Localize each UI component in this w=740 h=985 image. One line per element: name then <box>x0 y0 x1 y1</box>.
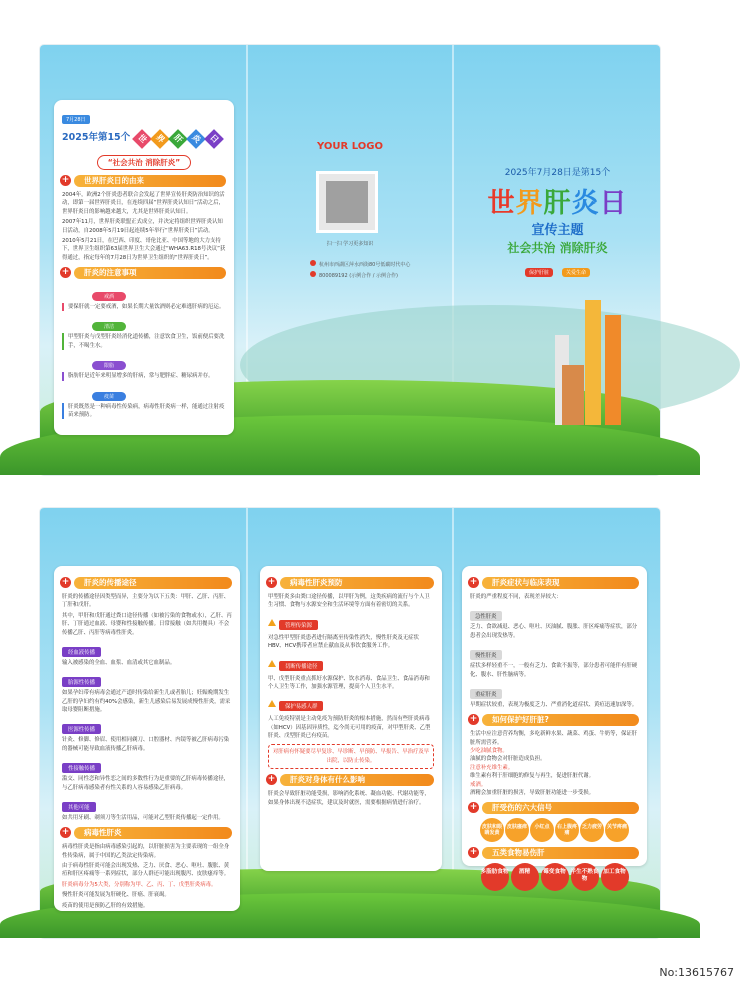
paragraph: 肝炎的严重程度不同，表现差异较大： <box>470 594 562 600</box>
plus-icon: + <box>267 774 276 785</box>
route-text: 滥交、同性恋和异性恋之间的多数性行为是重要的乙肝病毒传播途径，与乙肝病毒感染者有性关系的人容易感染乙肝病毒。 <box>62 776 230 791</box>
signal: 小红点 <box>530 818 554 842</box>
route-name: 性接触传播 <box>62 763 101 773</box>
title-char: 炎 <box>186 129 206 149</box>
plus-icon: + <box>267 577 276 587</box>
paragraph: 疫苗的使用是预防乙肝的有效措施。 <box>62 902 149 909</box>
tip: 少吃油腻食物。 <box>470 748 508 754</box>
paragraph: 肝炎病毒分为5大类，分别称为甲、乙、丙、丁、戊型肝炎病毒。 <box>62 881 217 888</box>
section-title: 世界肝炎日的由来 <box>74 175 226 187</box>
route-name: 医源性传播 <box>62 724 101 734</box>
section-header <box>468 713 639 726</box>
tip: 酒精会加重肝脏的损害，导致肝脏功能进一步受损。 <box>470 789 594 796</box>
signal: 皮肤瘙痒 <box>505 818 529 842</box>
date-line: 2025年7月28日是第15个 <box>504 168 611 178</box>
signal: 右上腹疼痛 <box>555 818 579 842</box>
plus-icon: + <box>469 714 478 725</box>
title-char: 肝 <box>543 188 572 219</box>
paragraph: 病毒性肝炎是指由病毒感染引起的，以肝脏损害为主要表现的一组全身性传染病，属于中国的乙类法定传染病。 <box>62 844 230 859</box>
brochure-back <box>40 508 660 938</box>
plus-icon: + <box>61 175 70 185</box>
symptom-list <box>470 603 639 709</box>
plus-icon: + <box>61 827 70 838</box>
title-char: 日 <box>204 129 224 149</box>
food: 酒精 <box>511 863 539 891</box>
section-title: 肝炎对身体有什么影响 <box>280 774 434 786</box>
building <box>605 315 621 425</box>
title-char: 肝 <box>168 129 188 149</box>
symptom-type: 急性肝炎 <box>470 611 502 621</box>
food: 霉变食物 <box>541 863 569 891</box>
panel-prevention-card <box>260 566 442 871</box>
date-tag: 7月28日 <box>62 115 90 124</box>
tip: 生活中应注意营养均衡，多吃新鲜水果、蔬菜、鸡蛋、牛奶等，保证肝脏所需营养。 <box>470 731 638 746</box>
section-header <box>60 576 232 589</box>
notice-tag: 疫苗 <box>92 392 126 401</box>
qr-caption: 扫一扫 学习更多知识 <box>326 241 374 247</box>
prevention-name: 保护易感人群 <box>279 701 323 711</box>
notice-text: 要保肝就一定要戒酒，如果长期大量饮酒则必定难逃肝病的厄运。 <box>62 303 226 311</box>
route-text: 输入被感染的全血、血浆、血清或其它血制品。 <box>62 659 176 666</box>
notice-list <box>62 283 226 419</box>
paragraph: 2007年11月，世界肝炎联盟正式成立，并决定将组织世界肝炎认知日活动，自2008年5月19日起连续5年举行“世界肝炎日”活动。 <box>62 219 223 234</box>
route-text: 如共用牙刷、剃须刀等生活用品，可能对乙型肝炎传播起一定作用。 <box>62 814 224 821</box>
signal-list <box>470 818 639 842</box>
title-char: 界 <box>150 129 170 149</box>
panel-info-card <box>54 100 234 435</box>
food: 加工食物 <box>601 863 629 891</box>
symptom-text: 乏力、食欲减退、恶心、呕吐、厌油腻、腹胀、肝区疼痛等症状，部分患者会出现发热等。 <box>470 624 638 639</box>
tip: 油腻的食物会对肝脏造成负担。 <box>470 756 546 763</box>
watermark: No:13615767 <box>659 966 734 979</box>
panel-symptoms-card <box>462 566 647 882</box>
signal: 乏力疲劳 <box>580 818 604 842</box>
building <box>585 300 601 425</box>
brochure-front <box>40 45 660 475</box>
notice-tag: 清洁 <box>92 322 126 331</box>
badge: 关爱生命 <box>562 268 590 277</box>
prevention-name: 管理传染源 <box>279 620 318 630</box>
theme-label: 宣传主题 <box>531 223 584 238</box>
paragraph: 肝炎会导致肝脏功能受损，影响消化系统、凝血功能、代谢功能等，如果身体出现不适症状，建议及时就医，需要根据病情进行治疗。 <box>268 791 430 806</box>
warning-icon <box>268 700 276 707</box>
slogan: “社会共治 消除肝炎” <box>97 155 191 170</box>
paragraph: 2010年5月21日，在巴西、印度、哥伦比亚、中国等地的大力支持下，世界卫生组织第63届世界卫生大会通过“WHA63.R18号决议”获得通过，指定每年的7月28日为世界卫生组织的“世界肝炎日”。 <box>62 237 226 261</box>
notice-tag: 限脂 <box>92 361 126 370</box>
notice-item <box>62 313 226 350</box>
building <box>562 365 584 425</box>
plus-icon: + <box>469 577 478 587</box>
route-name: 经血液传播 <box>62 647 101 657</box>
badge: 保护肝脏 <box>525 268 553 277</box>
tip: 注意补充维生素。 <box>470 764 514 771</box>
year-title: 2025年第15个 <box>62 132 131 143</box>
section-header <box>60 826 232 839</box>
title-char: 日 <box>599 188 628 219</box>
section-header <box>266 773 434 786</box>
prevention-text: 人工免疫特别是主动免疫为预防肝炎的根本措施，然而有些肝炎病毒（如HCV）因基因异质性，迄今尚无可用的疫苗，对甲型肝炎、乙型肝炎、戊型肝炎已有疫苗。 <box>268 716 431 739</box>
route-name: 其他可能 <box>62 802 96 812</box>
symptom-type: 重症肝炎 <box>470 689 502 699</box>
section-title: 肝炎症状与临床表现 <box>482 577 639 589</box>
route-text: 针灸、修脚、修眉、使用相同剃刀、口腔器材、内镜等被乙肝病毒污染的器械可能导致血液传播乙肝病毒。 <box>62 737 230 752</box>
prevention-name: 切断传播途径 <box>279 661 323 671</box>
prevention-head <box>268 612 434 632</box>
route-name: 胎源性传播 <box>62 677 101 687</box>
notice-item <box>62 352 226 380</box>
signal: 关节疼痛 <box>605 818 629 842</box>
plus-icon: + <box>469 847 478 858</box>
section-header <box>468 576 639 589</box>
symptom-type: 慢性肝炎 <box>470 650 502 660</box>
section-header <box>468 846 639 859</box>
tip: 维生素有利于肝细胞的修复与再生，促进肝脏代谢。 <box>470 773 594 780</box>
section-title: 病毒性肝炎 <box>74 827 232 839</box>
section-title: 肝受伤的六大信号 <box>482 802 639 814</box>
tip-list <box>470 730 639 797</box>
paragraph: 甲型肝炎多由粪口途径传播，以甲肝为例，这类疾病的流行与个人卫生习惯、食物与水源安全和生活环境等方面有着密切的关系。 <box>268 594 430 609</box>
notice-tag: 戒酒 <box>92 292 126 301</box>
tip: 戒酒。 <box>470 781 487 788</box>
section-header <box>60 174 226 187</box>
notice-item <box>62 283 226 311</box>
notice: 对肝病有怀疑要尽早复诊、早诊断、早预防、早报告、早治疗及早出院，以防止传染。 <box>272 749 430 764</box>
title-char: 世 <box>132 129 152 149</box>
paragraph: 肝炎的传播途径因类型而异，主要分为以下五类：甲肝、乙肝、丙肝、丁肝和戊肝。 <box>62 594 230 609</box>
prevention-head <box>268 693 434 713</box>
warning-icon <box>268 660 276 667</box>
section-title: 病毒性肝炎预防 <box>280 577 434 589</box>
section-header <box>266 576 434 589</box>
title-char: 界 <box>515 188 544 219</box>
notice-text: 肝炎既然是一种病毒性传染病，病毒性肝炎病一样，能通过注射疫苗来预防。 <box>62 403 226 420</box>
symptom-text: 早期症状较重，表现为极度乏力、严重消化道症状、黄疸迅速加深等。 <box>470 701 638 708</box>
phone-icon <box>310 271 316 277</box>
route-text: 如果孕妇带有病毒会通过产道时传染给新生儿或者胎儿；妊娠晚期发生乙肝的孕妇约有约40%会感染，新生儿感染后易发展成慢性肝炎，需采取母婴阻断措施。 <box>62 690 231 713</box>
prevention-head <box>268 653 434 673</box>
paragraph: 2004年，欧洲2个肝炎患者联合会发起了世界宣传肝炎防治知识的活动，即第一届世界肝炎日，在连续四届“世界肝炎认知日”活动之后，世界肝炎日的影响越来越大，尤其是世界肝炎认知日。 <box>62 192 225 215</box>
plus-icon: + <box>469 802 478 813</box>
panel-transmission-card <box>54 566 240 911</box>
route-list <box>62 639 232 822</box>
section-header <box>60 266 226 279</box>
prevention-list <box>268 612 434 741</box>
food: 半生不熟食物 <box>571 863 599 891</box>
plus-icon: + <box>61 267 70 277</box>
section-title: 如何保护好肝脏? <box>482 714 639 726</box>
notice-text: 甲型肝炎与戊型肝炎经消化道传播，注意饮食卫生，饭前便后要洗手，不喝生水。 <box>62 333 226 350</box>
title-char: 炎 <box>571 188 600 219</box>
section-header <box>468 801 639 814</box>
theme-slogan: 社会共治 消除肝炎 <box>507 241 608 255</box>
paragraph: 其中，甲肝和戊肝通过粪口途径传播（如被污染的食物或水），乙肝、丙肝、丁肝通过血液、母婴和性接触传播。日常接触（如共用餐具）不会传播乙肝、丙肝等病毒性肝炎。 <box>62 612 232 636</box>
address: 杭州市西湖区萍水西街80号低碳时代中心 <box>319 262 411 268</box>
qr-code <box>316 171 378 233</box>
location-icon <box>310 260 316 266</box>
section-title: 五类食物易伤肝 <box>482 847 639 859</box>
warning-icon <box>268 619 276 626</box>
main-title <box>465 181 650 220</box>
paragraph: 由于病毒性肝炎可能会出现发热、乏力、厌食、恶心、呕吐、腹胀、黄疸和肝区疼痛等一系列症状，部分人群还可能出现腹泻、皮肤瘙痒等。 <box>62 863 230 878</box>
prevention-text: 对急性甲型肝炎患者进行隔离至传染性消失，慢性肝炎及无症状HBV、HCV携带者应禁止献血及从事饮食服务工作。 <box>268 634 419 650</box>
title-chars <box>133 126 223 146</box>
food-list <box>470 863 639 891</box>
notice-text: 脂肪肝是近年来明显增多的肝病，常与肥胖症、糖尿病并存。 <box>62 372 226 380</box>
phone: 800089192 (示例合作 / 示例合作) <box>319 272 398 279</box>
title-char: 世 <box>487 188 516 219</box>
food: 多脂肪食物 <box>481 863 509 891</box>
symptom-text: 症状多样轻重不一，一般有乏力、食欲不振等，部分患者可能伴有肝硬化、腹水、肝性脑病等。 <box>470 663 638 678</box>
prevention-text: 甲、戊型肝炎重点抓好水源保护、饮水消毒、食品卫生、食品消毒和个人卫生等工作，加强水源管理，提高个人卫生水平。 <box>268 675 430 690</box>
plus-icon: + <box>61 577 70 587</box>
notice-item <box>62 383 226 420</box>
paragraph: 慢性肝炎可能发展为肝硬化、肝癌、肝衰竭。 <box>62 892 170 899</box>
signal: 皮肤和眼睛发黄 <box>480 818 504 842</box>
section-title: 肝炎的注意事项 <box>74 267 226 279</box>
logo: YOUR LOGO <box>317 141 383 152</box>
section-title: 肝炎的传播途径 <box>74 577 232 589</box>
